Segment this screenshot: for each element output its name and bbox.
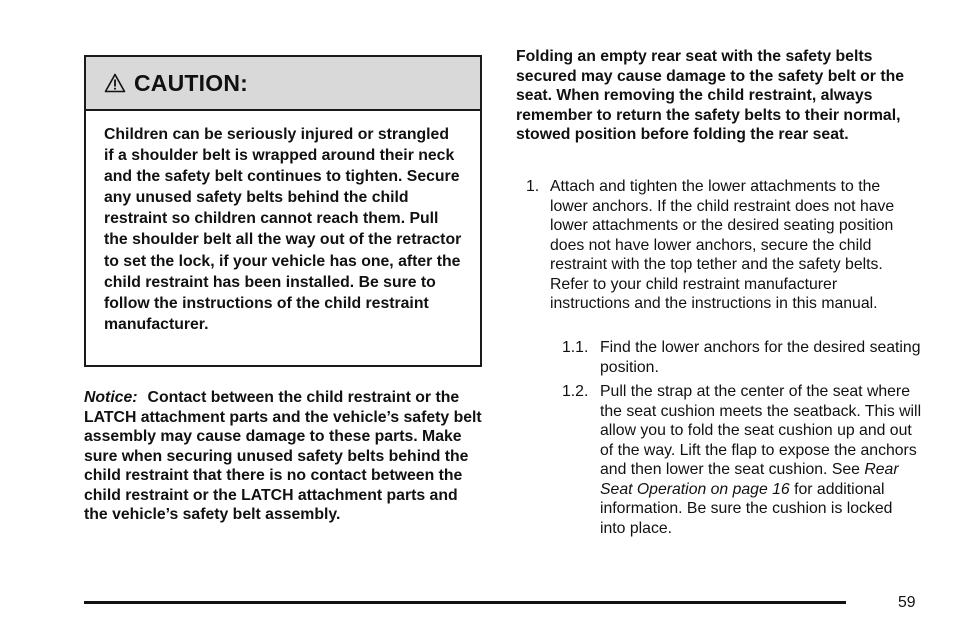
caution-title: CAUTION: <box>134 69 249 96</box>
caution-body: Children can be seriously injured or strangled if a shoulder belt is wrapped around their neck and the safety belt continues to tighten. Secure any unused safety belts behind the child restraint so children cannot reach them. Pull the shoulder belt all the way out of the retractor to set the lock, if your vehicle has one, after the child restraint has been installed. Be sure to follow the instructions of the child restraint manufacturer. <box>104 126 462 333</box>
step-number: 1. <box>526 178 540 195</box>
page-number: 59 <box>898 594 916 611</box>
warning-triangle-icon <box>104 73 126 93</box>
notice-paragraph <box>84 388 484 525</box>
caution-box <box>84 55 482 367</box>
substep-text: Find the lower anchors for the desired seating position. <box>600 339 921 376</box>
page-reference-link[interactable]: Rear Seat Operation on page 16 <box>600 461 899 498</box>
substep-1-1 <box>562 338 922 377</box>
substep-1-2 <box>562 382 922 538</box>
substep-text-before: Pull the strap at the center of the seat where the seat cushion meets the seatback. This will allow you to fold the seat cushion up and out of the way. Lift the flap to expose the anchors and then lower the seat cushion. See <box>600 383 922 478</box>
caution-header <box>86 57 480 111</box>
notice-text: Contact between the child restraint or the LATCH attachment parts and the vehicle’s safety belt assembly may cause damage to these parts. Make sure when securing unused safety belts behind the child restraint that there is no contact between the child restraint or the LATCH attachment parts and the vehicle’s safety belt assembly. <box>84 389 482 523</box>
substep-number: 1.2. <box>562 383 589 400</box>
substep-text-after: for additional information. Be sure the cushion is locked into place. <box>600 480 893 537</box>
substep-text <box>600 382 922 538</box>
step-text: Attach and tighten the lower attachments to the lower anchors. If the child restraint does not have lower attachments or the desired seating position does not have lower anchors, secure the child restraint with the top tether and the safety belts. Refer to your child restraint manufacturer instructions and the instructions in this manual. <box>550 178 895 312</box>
step-1 <box>526 177 916 314</box>
notice-label: Notice: <box>84 389 138 406</box>
folding-warning: Folding an empty rear seat with the safety belts secured may cause damage to the safety belt or the seat. When removing the child restraint, always remember to return the safety belts to their normal, stowed position before folding the rear seat. <box>516 48 905 143</box>
footer-rule <box>84 601 846 604</box>
substep-number: 1.1. <box>562 339 589 356</box>
